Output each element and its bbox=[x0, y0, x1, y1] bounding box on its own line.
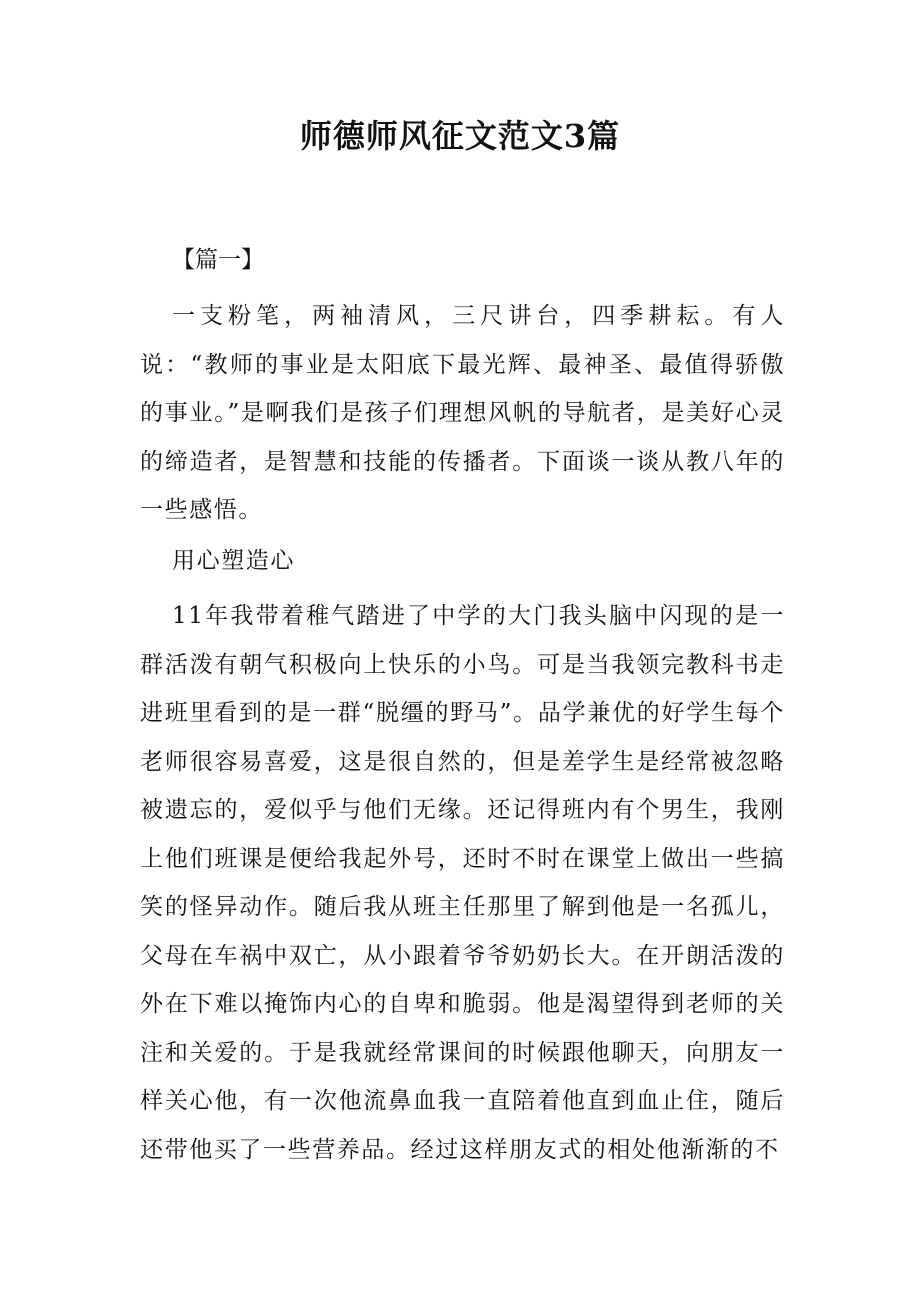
paragraph-intro: 一支粉笔，两袖清风，三尺讲台，四季耕耘。有人说：“教师的事业是太阳底下最光辉、最神圣、最值得骄傲的事业。”是啊我们是孩子们理想风帆的导航者，是美好心灵的缔造者，是智慧和技能的传播者。下面谈一谈从教八年的一些感悟。 bbox=[140, 303, 785, 523]
document-title: 师德师风征文范文3篇 bbox=[299, 117, 621, 155]
section-label: 【篇一】 bbox=[172, 247, 264, 273]
paragraph-story: 11年我带着稚气踏进了中学的大门我头脑中闪现的是一群活泼有朝气积极向上快乐的小鸟。可是当我领完教科书走进班里看到的是一群“脱缰的野马”。品学兼优的好学生每个老师很容易喜爱，这是很自然的，但是差学生是经常被忽略被遗忘的，爱似乎与他们无缘。还记得班内有个男生，我刚上他们班课是便给我起外号，还时不时在课堂上做出一些搞笑的怪异动作。随后我从班主任那里了解到他是一名孤儿，父母在车祸中双亡，从小跟着爷爷奶奶长大。在开朗活泼的外在下难以掩饰内心的自卑和脆弱。他是渴望得到老师的关注和关爱的。于是我就经常课间的时候跟他聊天，向朋友一样关心他，有一次他流鼻血我一直陪着他直到血止住，随后还带他买了一些营养品。经过这样朋友式的相处他渐渐的不 bbox=[140, 603, 785, 1163]
subheading: 用心塑造心 bbox=[172, 548, 295, 574]
